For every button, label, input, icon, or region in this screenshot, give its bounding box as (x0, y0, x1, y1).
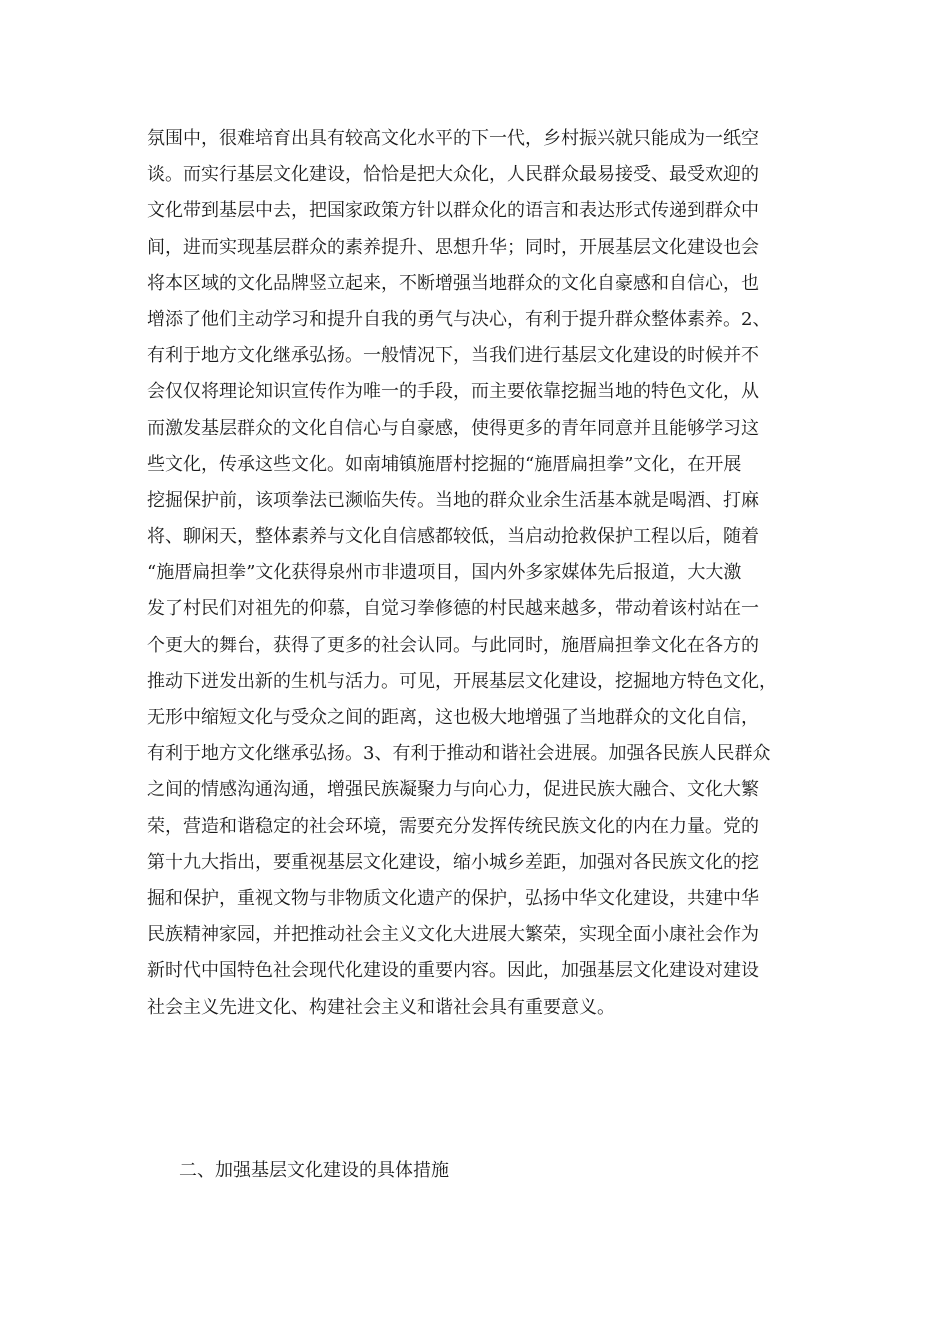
text-line: 个更大的舞台，获得了更多的社会认同。与此同时，施厝扁担拳文化在各方的 (147, 634, 759, 656)
text-line: 些文化，传承这些文化。如南埔镇施厝村挖掘的“施厝扁担拳”文化，在开展 (147, 453, 742, 475)
text-line: 增添了他们主动学习和提升自我的勇气与决心，有利于提升群众整体素养。2、 (147, 308, 771, 330)
text-line: 将本区域的文化品牌竖立起来，不断增强当地群众的文化自豪感和自信心，也 (147, 272, 759, 294)
text-line: 有利于地方文化继承弘扬。一般情况下，当我们进行基层文化建设的时候并不 (147, 345, 759, 367)
text-line: 新时代中国特色社会现代化建设的重要内容。因此，加强基层文化建设对建设 (147, 960, 759, 982)
text-line: 间，进而实现基层群众的素养提升、思想升华；同时，开展基层文化建设也会 (147, 236, 759, 258)
text-line: 谈。而实行基层文化建设，恰恰是把大众化，人民群众最易接受、最受欢迎的 (147, 164, 759, 186)
text-line: 会仅仅将理论知识宣传作为唯一的手段，而主要依靠挖掘当地的特色文化，从 (147, 381, 759, 403)
text-line: 发了村民们对祖先的仰慕，自觉习拳修德的村民越来越多，带动着该村站在一 (147, 598, 759, 620)
text-line: 民族精神家园，并把推动社会主义文化大进展大繁荣，实现全面小康社会作为 (147, 924, 759, 946)
text-line: “施厝扁担拳”文化获得泉州市非遗项目，国内外多家媒体先后报道，大大激 (147, 562, 742, 584)
section-heading: 二、加强基层文化建设的具体措施 (179, 1160, 449, 1181)
text-line: 文化带到基层中去，把国家政策方针以群众化的语言和表达形式传递到群众中 (147, 200, 759, 222)
text-line: 无形中缩短文化与受众之间的距离，这也极大地增强了当地群众的文化自信， (147, 707, 759, 728)
text-line: 社会主义先进文化、构建社会主义和谐社会具有重要意义。 (147, 996, 615, 1018)
text-line: 掘和保护，重视文物与非物质文化遗产的保护，弘扬中华文化建设，共建中华 (147, 887, 759, 909)
text-line: 挖掘保护前，该项拳法已濒临失传。当地的群众业余生活基本就是喝酒、打麻 (147, 489, 759, 511)
body-paragraph (147, 121, 827, 1026)
text-line: 而激发基层群众的文化自信心与自豪感，使得更多的青年同意并且能够学习这 (147, 417, 759, 439)
text-line: 氛围中，很难培育出具有较高文化水平的下一代，乡村振兴就只能成为一纸空 (147, 128, 759, 149)
text-line: 第十九大指出，要重视基层文化建设，缩小城乡差距，加强对各民族文化的挖 (147, 851, 759, 873)
text-line: 将、聊闲天，整体素养与文化自信感都较低，当启动抢救保护工程以后，随着 (147, 526, 759, 548)
text-line: 之间的情感沟通沟通，增强民族凝聚力与向心力，促进民族大融合、文化大繁 (147, 779, 759, 801)
text-line: 荣，营造和谐稳定的社会环境，需要充分发挥传统民族文化的内在力量。党的 (147, 815, 759, 837)
text-line: 推动下迸发出新的生机与活力。可见，开展基层文化建设，挖掘地方特色文化， (147, 670, 777, 692)
text-line: 有利于地方文化继承弘扬。3、有利于推动和谐社会进展。加强各民族人民群众 (147, 743, 771, 765)
